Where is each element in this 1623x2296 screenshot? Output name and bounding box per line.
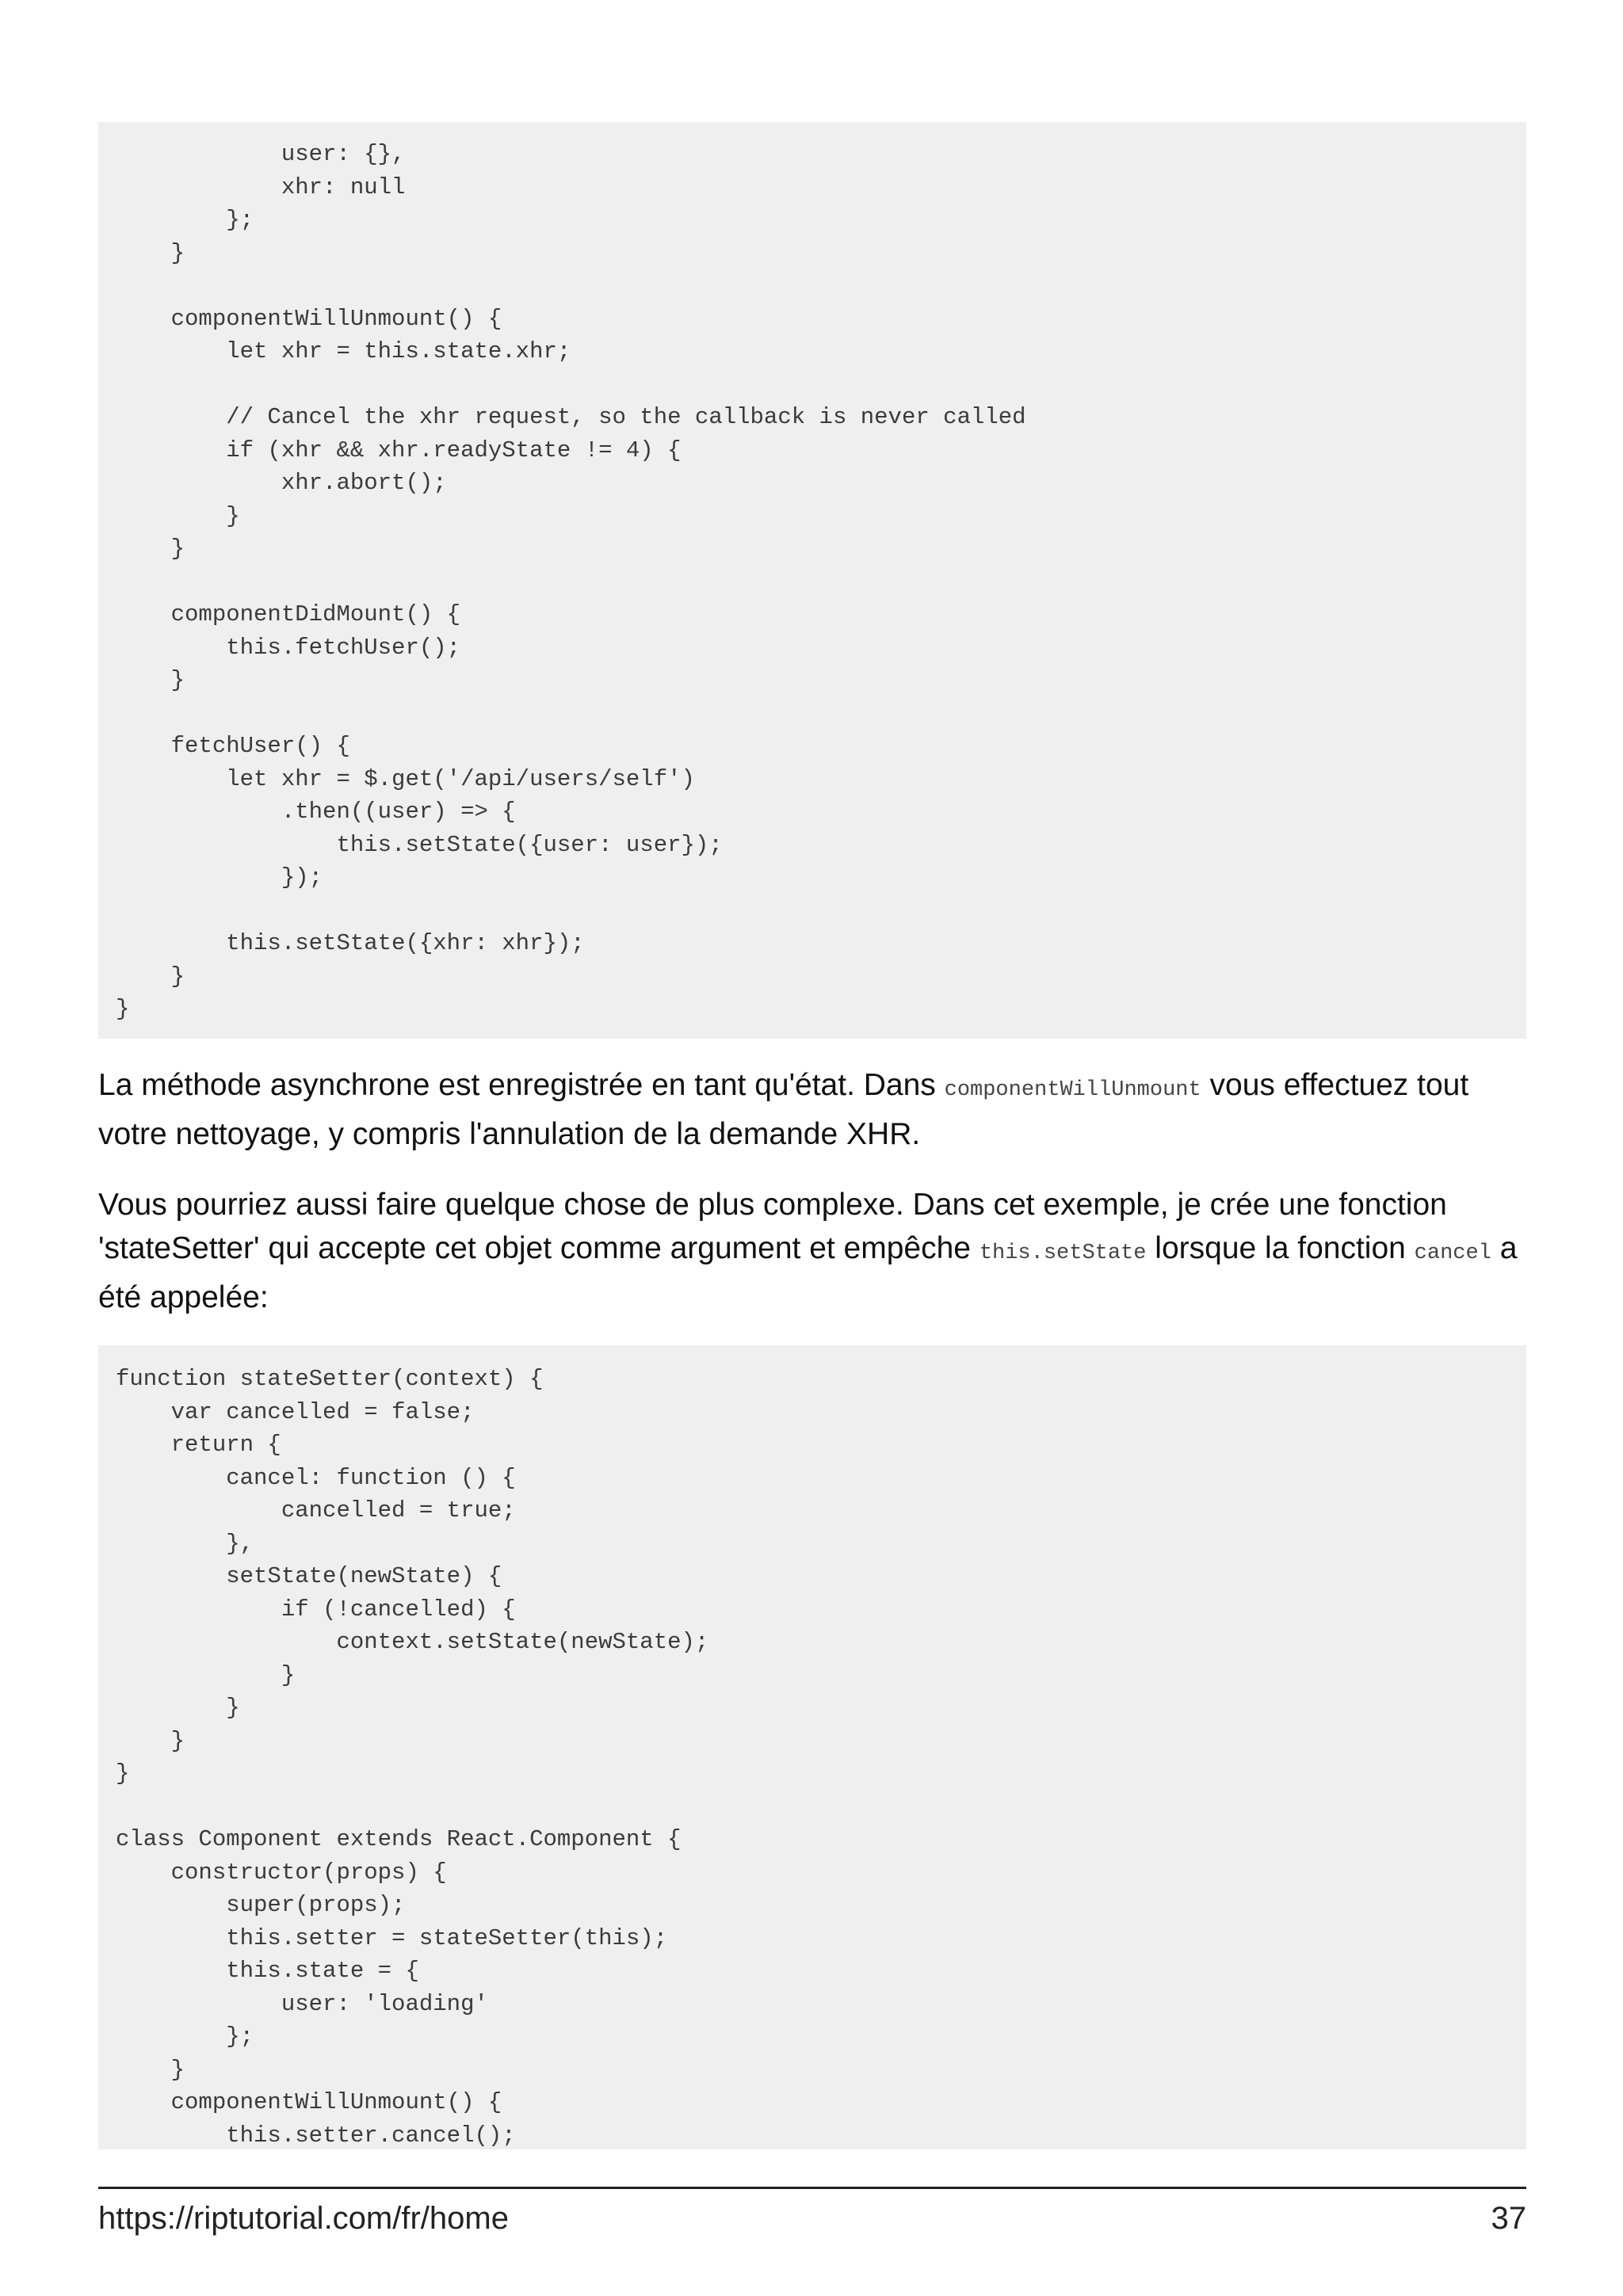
code-line: if (!cancelled) { <box>116 1596 516 1623</box>
code-line <box>116 1791 1526 1824</box>
code-line: super(props); <box>116 1892 406 1918</box>
code-line: cancelled = true; <box>116 1497 516 1524</box>
code-line: fetchUser() { <box>116 733 350 759</box>
code-line: } <box>116 1727 185 1754</box>
code-line: } <box>116 963 185 990</box>
code-line: let xhr = $.get('/api/users/self') <box>116 765 695 792</box>
page-number: 37 <box>1491 2201 1526 2236</box>
code-line: // Cancel the xhr request, so the callback is never called <box>116 404 1026 430</box>
inline-code-this-setstate: this.setState <box>979 1241 1147 1265</box>
paragraph-async-method <box>98 1063 1533 1156</box>
code-line: this.setState({user: user}); <box>116 831 723 858</box>
code-line: function stateSetter(context) { <box>116 1366 544 1392</box>
code-line: componentWillUnmount() { <box>116 305 502 332</box>
code-line: this.state = { <box>116 1958 419 1984</box>
code-line: this.fetchUser(); <box>116 634 461 661</box>
paragraph-state-setter <box>98 1183 1533 1319</box>
code-line: class Component extends React.Component { <box>116 1826 682 1852</box>
paragraph-text: vous effectuez tout votre nettoyage, y compris l'annulation de la demande XHR. <box>98 1068 1469 1151</box>
code-line: var cancelled = false; <box>116 1398 475 1425</box>
code-line: setState(newState) { <box>116 1563 502 1589</box>
code-line: componentWillUnmount() { <box>116 2089 502 2115</box>
code-line: }); <box>116 864 323 891</box>
paragraph-text: La méthode asynchrone est enregistrée en tant qu'état. Dans <box>98 1068 945 1102</box>
code-line: } <box>116 667 185 693</box>
code-line <box>116 697 1526 730</box>
code-line: this.setter = stateSetter(this); <box>116 1924 668 1951</box>
code-line: user: 'loading' <box>116 1990 488 2017</box>
code-line: if (xhr && xhr.readyState != 4) { <box>116 437 682 463</box>
code-line: } <box>116 1695 240 1721</box>
code-line: } <box>116 239 185 266</box>
code-line: .then((user) => { <box>116 799 516 825</box>
code-line: } <box>116 1760 130 1787</box>
paragraph-text: lorsque la fonction <box>1146 1231 1415 1265</box>
code-line: }, <box>116 1530 254 1557</box>
code-line <box>116 894 1526 928</box>
code-line: }; <box>116 2023 254 2050</box>
code-line: } <box>116 2056 185 2083</box>
code-line <box>116 269 1526 303</box>
code-line: context.setState(newState); <box>116 1629 709 1655</box>
footer-url-link[interactable]: https://riptutorial.com/fr/home <box>98 2201 509 2236</box>
code-line: this.setter.cancel(); <box>116 2122 516 2149</box>
footer-divider <box>98 2187 1526 2189</box>
code-line: this.setState({xhr: xhr}); <box>116 930 585 956</box>
code-line: let xhr = this.state.xhr; <box>116 338 571 364</box>
code-line: xhr: null <box>116 174 406 200</box>
code-line: xhr.abort(); <box>116 470 447 496</box>
code-line <box>116 566 1526 599</box>
code-line: } <box>116 996 130 1022</box>
inline-code-componentwillunmount: componentWillUnmount <box>944 1078 1201 1102</box>
code-line: return { <box>116 1432 281 1458</box>
code-block-fetch-user <box>98 122 1526 1039</box>
code-line: } <box>116 1661 296 1688</box>
code-line: constructor(props) { <box>116 1859 447 1886</box>
code-line: componentDidMount() { <box>116 601 461 627</box>
code-line: } <box>116 536 185 562</box>
paragraph-text: a été appelée: <box>98 1231 1518 1314</box>
code-line: }; <box>116 207 254 233</box>
code-line: } <box>116 502 240 529</box>
paragraph-text: Vous pourriez aussi faire quelque chose de plus complexe. Dans cet exemple, je crée une fonction 'stateSetter' qui accepte cet objet comme argument et empêche <box>98 1188 1447 1265</box>
inline-code-cancel: cancel <box>1414 1241 1491 1265</box>
code-line <box>116 368 1526 402</box>
code-block-state-setter <box>98 1345 1526 2149</box>
code-line: user: {}, <box>116 141 406 167</box>
code-line: cancel: function () { <box>116 1464 516 1491</box>
